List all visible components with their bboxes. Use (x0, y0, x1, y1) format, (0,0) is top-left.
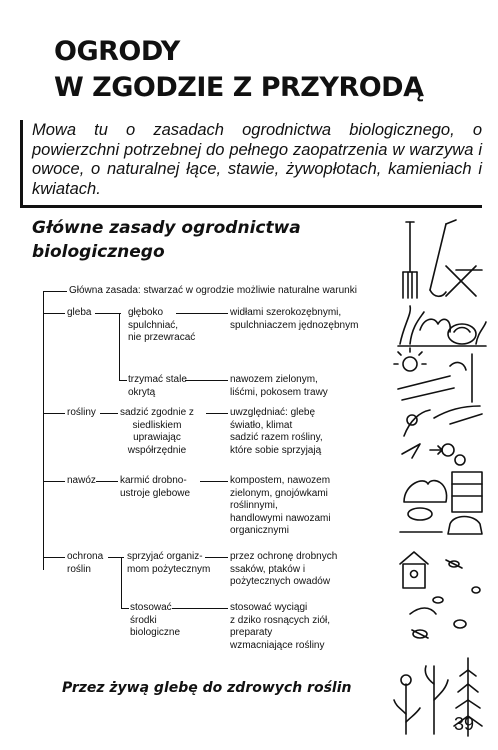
gleba-method-mulch: nawozem zielonym, liśćmi, pokosem trawy (230, 374, 328, 398)
connector-rosliny (43, 413, 65, 414)
gleba-action-deep: głęboko spulchniać, nie przewracać (128, 307, 196, 343)
gleba-connector-c (119, 380, 127, 381)
section-title-line-2: biologicznego (32, 242, 165, 262)
nawoz-a-to-b (200, 481, 228, 482)
lead-box (20, 120, 482, 208)
nawoz-method: kompostem, nawozem zielonym, gnojówkami roślinnymi, handlowymi nawozami organicznymi (230, 475, 331, 536)
sun-weather-icon (394, 348, 472, 402)
section-title-line-1: Główne zasady ogrodnictwa (32, 218, 301, 238)
closing-slogan: Przez żywą glebę do zdrowych roślin (62, 680, 352, 696)
insects-icon (410, 560, 480, 638)
garden-fork-icon (403, 222, 417, 298)
companion-plants-icon (402, 406, 482, 465)
rosliny-a-to-b (206, 413, 228, 414)
sickle-icon (430, 220, 482, 296)
ochrona-action-beneficial: sprzyjać organiz- mom pożytecznym (127, 551, 211, 575)
gleba-label: gleba (67, 307, 92, 318)
illustration-column (390, 214, 490, 744)
compost-heap-icon (400, 472, 482, 534)
rosliny-connector (100, 413, 118, 414)
rosliny-method: uwzględniać: glebę światło, klimat sadzić razem rośliny, które sobie sprzyjają (230, 407, 323, 456)
gleba-c-to-d (185, 380, 228, 381)
page-number: 39 (454, 714, 475, 734)
connector-gleba (43, 313, 65, 314)
ochrona-connector-c (121, 608, 129, 609)
ochrona-branch-line (121, 557, 122, 609)
root-principle: Główna zasada: stwarzać w ogrodzie możliwie naturalne warunki (69, 285, 357, 296)
ochrona-connector-a (108, 557, 124, 558)
nawoz-label: nawóz (67, 475, 96, 486)
ochrona-action-biological: stosować środki biologiczne (130, 602, 181, 638)
nawoz-connector (96, 481, 118, 482)
vegetable-bed-icon (398, 306, 486, 346)
rosliny-label: rośliny (67, 407, 96, 418)
ochrona-method-animals: przez ochronę drobnych ssaków, ptaków i pożytecznych owadów (230, 551, 338, 587)
nawoz-action: karmić drobno- ustroje glebowe (120, 475, 191, 499)
ochrona-method-herbs: stosować wyciągi z dziko rosnących ziół, preparaty wzmacniające rośliny (230, 602, 331, 651)
title-line-2: W ZGODZIE Z PRZYRODĄ (54, 72, 424, 103)
title-line-1: OGRODY (54, 36, 180, 67)
ochrona-label: ochrona roślin (67, 551, 104, 575)
connector-ochrona (43, 557, 65, 558)
gleba-action-cover: trzymać stale okrytą (128, 374, 187, 398)
diagram-trunk-line (43, 291, 44, 570)
connector-nawoz (43, 481, 65, 482)
lead-paragraph: Mowa tu o zasadach ogrodnictwa biologicznego, o powierzchni potrzebnej do pełnego zaopatrzenia w warzywa i owoce, o naturalnej łące, stawie, żywopłotach, kamieniach i kwiatach. (32, 121, 482, 198)
rosliny-action: sadzić zgodnie z siedliskiem uprawiając współrzędnie (120, 407, 194, 456)
page-title (54, 34, 474, 106)
gleba-branch-line (119, 313, 120, 381)
ochrona-c-to-d (172, 608, 228, 609)
section-title (32, 216, 352, 264)
gleba-connector-a (95, 313, 121, 314)
gleba-method-tools: widłami szerokozębnymi, spulchniaczem jędnozębnym (230, 307, 359, 331)
connector-root (43, 291, 67, 292)
wild-herbs-icon (394, 658, 482, 736)
birdhouse-icon (400, 552, 428, 588)
